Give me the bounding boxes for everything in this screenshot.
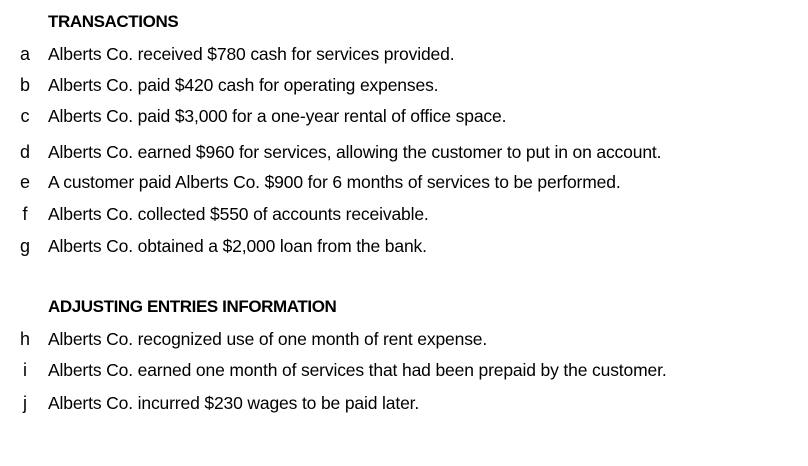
item-letter: d — [19, 142, 30, 162]
item-text: Alberts Co. recognized use of one month of rent expense. — [48, 329, 488, 349]
list-item — [0, 325, 808, 353]
item-text: Alberts Co. earned one month of services that had been prepaid by the customer. — [48, 360, 667, 380]
list-item — [0, 168, 808, 196]
list-item — [0, 200, 808, 228]
item-letter: j — [23, 393, 27, 413]
item-letter: i — [23, 360, 27, 380]
item-text: Alberts Co. earned $960 for services, allowing the customer to put in on account. — [48, 142, 662, 162]
item-letter: a — [19, 44, 30, 64]
adjusting-entries-heading: ADJUSTING ENTRIES INFORMATION — [48, 297, 337, 316]
list-item — [0, 40, 808, 68]
list-item — [0, 71, 808, 99]
item-text: Alberts Co. collected $550 of accounts receivable. — [48, 204, 429, 224]
item-letter: h — [19, 329, 30, 349]
item-text: Alberts Co. received $780 cash for services provided. — [48, 44, 455, 64]
item-text: Alberts Co. obtained a $2,000 loan from the bank. — [48, 236, 427, 256]
item-letter: e — [19, 172, 30, 192]
list-item — [0, 389, 808, 417]
list-item — [0, 232, 808, 260]
list-item — [0, 102, 808, 130]
transactions-heading: TRANSACTIONS — [48, 12, 179, 31]
item-letter: b — [19, 75, 30, 95]
item-text: Alberts Co. incurred $230 wages to be paid later. — [48, 393, 420, 413]
list-item — [0, 356, 808, 384]
item-letter: c — [20, 106, 30, 126]
item-letter: g — [19, 236, 30, 256]
list-item — [0, 138, 808, 166]
item-letter: f — [22, 204, 28, 224]
item-text: Alberts Co. paid $420 cash for operating expenses. — [48, 75, 439, 95]
item-text: Alberts Co. paid $3,000 for a one-year rental of office space. — [48, 106, 507, 126]
item-text: A customer paid Alberts Co. $900 for 6 months of services to be performed. — [48, 172, 621, 192]
